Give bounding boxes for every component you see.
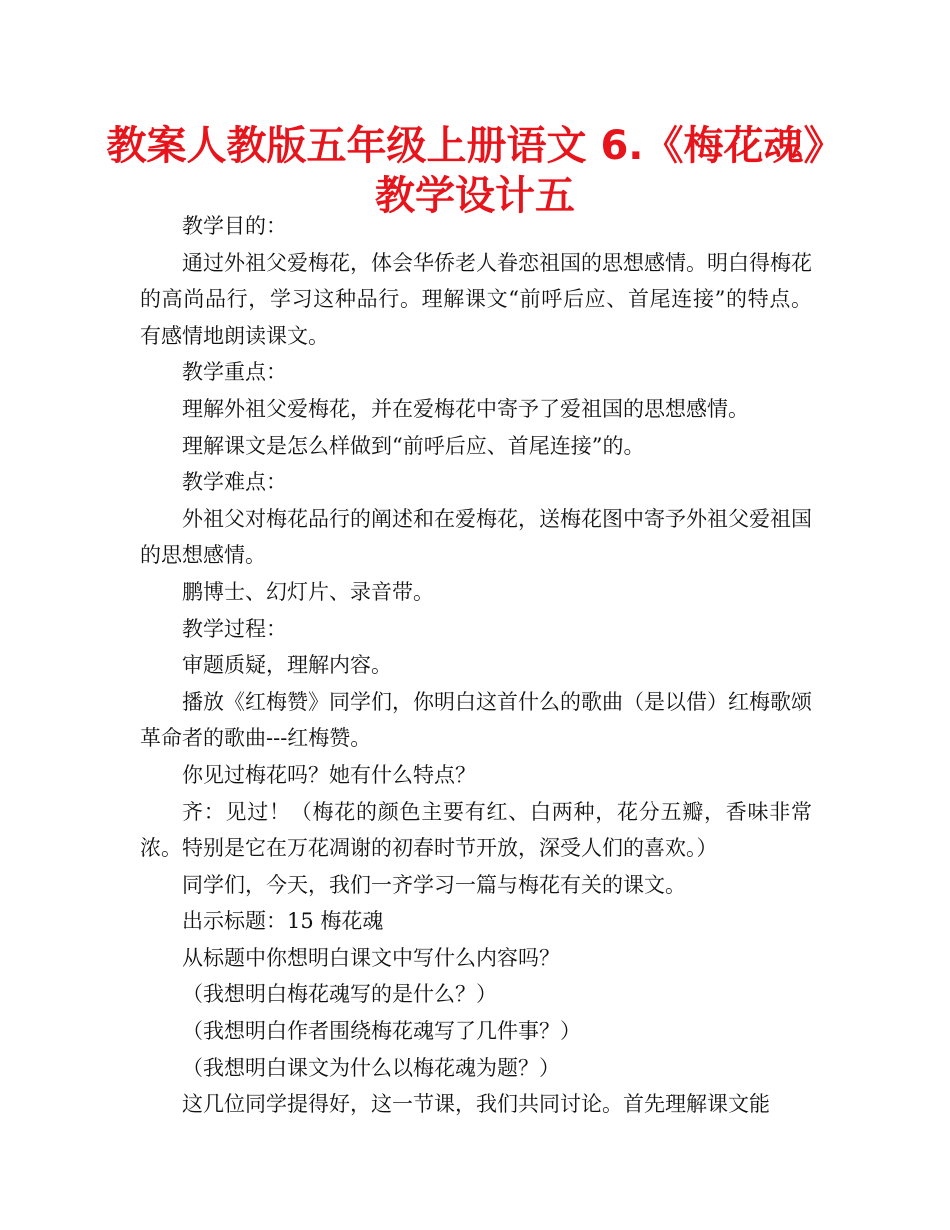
document-title-line-2: 教学设计五	[375, 173, 575, 219]
heading-difficulties: 教学难点：	[182, 470, 287, 495]
paragraph-student-question-3: （我想明白课文为什么以梅花魂为题？）	[182, 1055, 560, 1080]
paragraph-question: 你见过梅花吗？她有什么特点？	[182, 762, 476, 787]
paragraph-answer: 齐：见过！（梅花的颜色主要有红、白两种，花分五瓣，香味非常浓。特别是它在万花凋谢的初春时节开放，深受人们的喜欢。）	[140, 799, 812, 861]
paragraph-student-question-1: （我想明白梅花魂写的是什么？）	[182, 982, 497, 1007]
paragraph-step-1: 审题质疑，理解内容。	[182, 653, 392, 678]
document-body	[140, 208, 812, 1123]
document-title-line-1: 教案人教版五年级上册语文 6.《梅花魂》	[106, 123, 844, 169]
paragraph-title-question: 从标题中你想明白课文中写什么内容吗？	[182, 945, 560, 970]
paragraph-teaching-goals: 通过外祖父爱梅花，体会华侨老人眷恋祖国的思想感情。明白得梅花的高尚品行，学习这种品行。理解课文“前呼后应、首尾连接”的特点。有感情地朗读课文。	[140, 250, 812, 348]
paragraph-materials: 鹏博士、幻灯片、录音带。	[182, 579, 434, 604]
paragraph-closing: 这几位同学提得好，这一节课，我们共同讨论。首先理解课文能	[182, 1092, 770, 1117]
paragraph-student-question-2: （我想明白作者围绕梅花魂写了几件事？）	[182, 1019, 581, 1044]
paragraph-difficulties: 外祖父对梅花品行的阐述和在爱梅花，送梅花图中寄予外祖父爱祖国的思想感情。	[140, 506, 812, 568]
paragraph-show-title: 出示标题：15 梅花魂	[182, 909, 384, 934]
heading-teaching-goals: 教学目的：	[182, 214, 287, 238]
paragraph-intro: 同学们，今天，我们一齐学习一篇与梅花有关的课文。	[182, 872, 686, 897]
paragraph-key-point-2: 理解课文是怎么样做到“前呼后应、首尾连接”的。	[182, 433, 645, 458]
heading-key-points: 教学重点：	[182, 360, 287, 385]
paragraph-key-point-1: 理解外祖父爱梅花，并在爱梅花中寄予了爱祖国的思想感情。	[182, 396, 749, 421]
heading-process: 教学过程：	[182, 616, 287, 641]
paragraph-song: 播放《红梅赞》同学们，你明白这首什么的歌曲（是以借）红梅歌颂革命者的歌曲---红梅赞。	[140, 689, 812, 751]
